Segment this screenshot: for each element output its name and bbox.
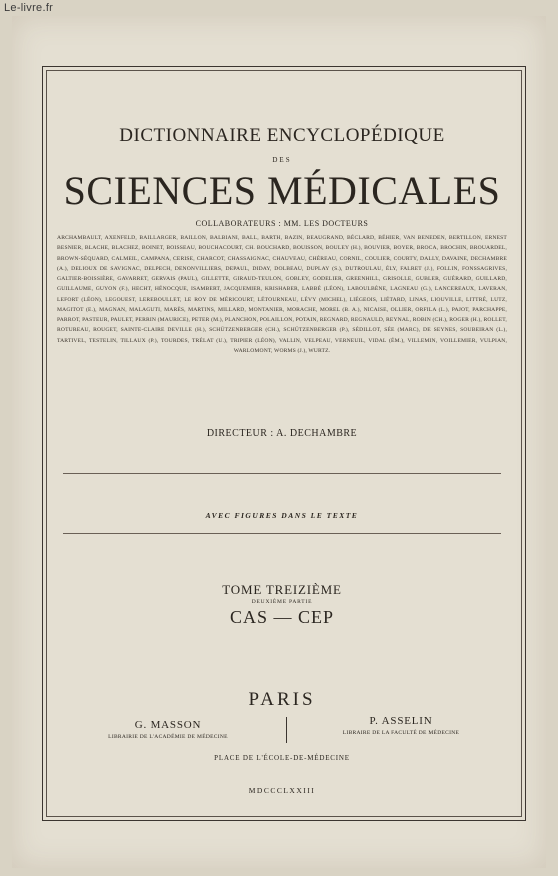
partie-label: DEUXIÈME PARTIE <box>251 599 313 605</box>
collaborator-line: POLAILLON, POTAIN, REGNARD, REGNAULD, REYNAL, ROBIN (CH.), ROGER (H.), <box>259 317 482 323</box>
collaborator-line: GALTIER-BOISSIÈRE, GAVARRET, GERVAIS (PAUL), GILLETTE, GIRAUD-TEULON, GOBLEY, GODELIER, GREENHILL, <box>57 276 381 282</box>
main-title: SCIENCES MÉDICALES <box>63 168 501 213</box>
collaborator-line: GRISOLLE, GUBLER, GUÉRARD, GUILLARD, GUILLAUME, GUYON (F.), HECHT, HÉNOCQUE, ISAMBERT, JACQUEMIER, KRISHABER, <box>57 276 507 293</box>
title-connector: DES <box>272 156 292 164</box>
publisher-right <box>301 715 501 736</box>
collaborator-line: BOUISSON, BOULEY (H.), BOUVIER, BOYER, BROCA, BROCHIN, BROUARDEL, BROWN-SÉQUARD, CALMEIL, <box>57 245 507 262</box>
horizontal-rule <box>63 533 501 534</box>
collaborator-line: VOILLEMIER, VULPIAN, WARLOMONT, WORMS (J.), WURTZ. <box>233 337 507 354</box>
imprint-year: MDCCCLXXIII <box>248 786 316 795</box>
page-content <box>43 67 521 816</box>
publisher-left-name: G. MASSON <box>134 719 202 731</box>
figures-note: AVEC FIGURES DANS LE TEXTE <box>205 511 359 520</box>
publisher-right-name: P. ASSELIN <box>369 715 433 727</box>
collaborator-line: LEREBOULLET, LE ROY DE MÉRICOURT, LÉTOURNEAU, LÉVY (MICHEL), LIÉGEOIS, LIÉTARD, LINAS, LIOUVILLE, LITTRÉ, <box>139 296 488 303</box>
director-line: DIRECTEUR : A. DECHAMBRE <box>206 428 358 439</box>
collaborator-line: DELPECH, DENONVILLIERS, DEPAUL, DIDAY, DOLBEAU, DUPLAY (S.), DUTROULAU, ÉLY, FALRET (J.), FOLLIN, FONSSAGRIVES, <box>144 265 507 272</box>
publisher-left <box>83 719 253 740</box>
collaborator-line: LABBÉ (LÉON), LABOULBÈNE, LAGNEAU (G.), LANCEREAUX, LAVERAN, LEFORT (LÉON), LEGOUEST, <box>57 286 507 303</box>
collaborators-list <box>57 233 507 356</box>
collaborator-line: SÉDILLOT, SÉE (MARC), DE SEYNES, SOUBEIRAN (L.), TARTIVEL, TESTELIN, TILLAUX (P.), <box>57 327 507 344</box>
collaborator-line: DALLY, DAVAINE, DECHAMBRE (A.), DELIOUX DE SAVIGNAC, <box>57 255 507 272</box>
publisher-right-desc: LIBRAIRE DE LA FACULTÉ DE MÉDECINE <box>342 730 460 736</box>
publisher-divider <box>286 717 287 743</box>
dictionary-title: DICTIONNAIRE ENCYCLOPÉDIQUE <box>119 125 445 146</box>
border-frame <box>42 66 526 821</box>
collaborator-line: BÉHIER, VAN BENEDEN, BERTILLON, ERNEST BESNIER, BLACHE, BLACHEZ, BOINET, BOISSEAU, BOUCHACOURT, CH. BOUCHARD, <box>57 235 508 252</box>
collaborator-line: CAMPANA, CERISE, CHARCOT, CHASSAIGNAC, CHAUVEAU, CHÉREAU, CORNIL, COULIER, COURTY, <box>141 255 419 262</box>
collaborator-line: LUTZ, MAGITOT (E.), MAGNAN, MALAGUTI, MARÈS, MARTINS, MILLARD, MONTANIER, MORACHE, MOREL (B. A.), NICAISE, <box>57 296 507 313</box>
volume-range: CAS — CEP <box>229 607 335 627</box>
collaborator-line: ROLLET, ROTUREAU, ROUGET, SAINTE-CLAIRE DEVILLE (H.), SCHÜTZENBERGER (CH.), SCHÜTZENBERGER (P.), <box>57 317 507 334</box>
tome-label: TOME TREIZIÈME <box>222 582 342 597</box>
imprint-city: PARIS <box>248 689 316 710</box>
collaborator-line: ARCHAMBAULT, AXENFELD, BAILLARGER, BAILLON, BALBIANI, BALL, BARTH, BAZIN, BEAUGRAND, BÉCLARD, <box>57 235 376 241</box>
collaborator-line: OLLIER, ORFILA (L.), PAJOT, PARCHAPPE, PARROT, PASTEUR, PAULET, PERRIN (MAURICE), PETER (M.), PLANCHON, <box>57 306 507 323</box>
horizontal-rule <box>63 473 501 474</box>
publisher-left-desc: LIBRAIRIE DE L'ACADÉMIE DE MÉDECINE <box>108 734 228 740</box>
collaborator-line: TOURDES, TRÉLAT (U.), TRIPIER (LÉON), VALLIN, VELPEAU, VERNEUIL, VIDAL (ÉM.), VILLEMIN, <box>160 337 438 344</box>
title-page <box>12 16 546 868</box>
watermark-text: Le-livre.fr <box>4 2 54 14</box>
imprint-address: PLACE DE L'ÉCOLE-DE-MÉDECINE <box>214 754 350 762</box>
collaborators-heading: COLLABORATEURS : MM. LES DOCTEURS <box>195 219 369 228</box>
